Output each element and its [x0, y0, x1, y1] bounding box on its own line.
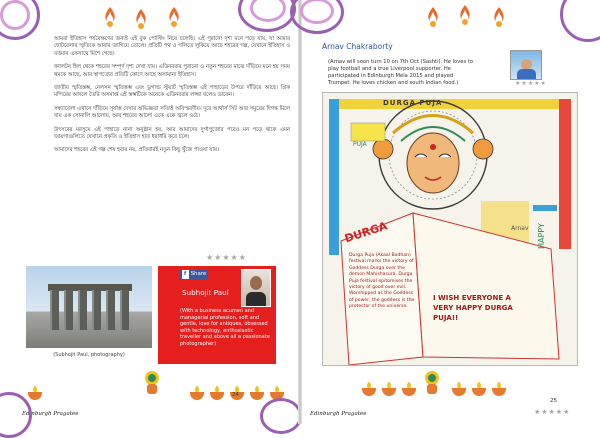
article-paragraph: ক্যালটন হিল থেকে শহরের সম্পূর্ণ দৃশ্য দেখা যায়। এডিনবরার পুরানো ও নতুন শহরের মাঝে দাঁড়িয়ে মনে হয় সময় থমকে আছে, আর স্থাপত্যের প্রতিটি কোণে আছে অসামান্য ইতিহাস।: [54, 64, 290, 78]
monument-column: [106, 290, 115, 330]
brand-footer: Edinburgh Pragatee: [22, 411, 79, 417]
photo-block: [26, 266, 152, 364]
diya-icon: [492, 388, 506, 396]
diya-icon: [250, 392, 264, 400]
corner-ornament: [560, 0, 600, 42]
article-paragraph: আমাদের শহরের এই গল্প শেষ হবার নয়, প্রতিবারই নতুন কিছু খুঁজে পাওয়া যায়।: [54, 147, 219, 154]
flame-ornament-icon: [163, 6, 185, 28]
share-button[interactable]: [180, 270, 208, 279]
article-paragraph: সন্ধ্যাবেলা এখানে দাঁড়িয়ে সূর্যাস্ত দেখার অভিজ্ঞতা সত্যিই অবিস্মরণীয়। দূরে আর্থার্স সিট আর সমুদ্রের দিগন্ত মিলে যায় এক সোনালি আলোয়, আর শহরের আলো একে একে জ্বলে ওঠে।: [54, 105, 290, 120]
rating-stars[interactable]: ★★★★★: [515, 80, 547, 87]
author-bio: (Arnav will soon turn 10 on 7th Oct (Sashti). He loves to play football and a true Liverpool supporter. He participated in Edinburgh Mela 2015 and played Trumpet. He loves chicken and south Indian food.): [328, 59, 474, 86]
monument-column: [64, 290, 73, 330]
drawing-happy: HAPPY: [537, 223, 546, 249]
rating-stars[interactable]: ★★★★★: [206, 253, 247, 262]
diya-icon: [472, 388, 486, 396]
author-name: Arnav Chakraborty: [322, 42, 393, 51]
photo-caption: (Subhojit Paul, photography): [53, 352, 125, 358]
corner-ornament: [0, 0, 30, 30]
brand-footer: Edinburgh Pragatee: [310, 411, 367, 417]
left-page: [0, 0, 298, 424]
page-number: 25: [550, 398, 557, 404]
flame-ornament-icon: [130, 8, 152, 30]
drawing-durga-title: DURGA: [343, 219, 389, 246]
diya-icon: [190, 392, 204, 400]
flame-ornament-icon: [99, 6, 121, 28]
corner-ornament: [0, 392, 32, 438]
flame-ornament-icon: [488, 6, 510, 28]
goddess-ornament-icon: [422, 370, 442, 396]
goddess-ornament-icon: [142, 370, 162, 396]
rating-stars[interactable]: ★★★★★: [534, 408, 571, 416]
monument-column: [78, 290, 87, 330]
drawing-banner: DURGA PUJA: [383, 99, 443, 107]
article-paragraph: আমরা ইতিহাস পর্যবেক্ষণের জন্যই এই বুক পোস্টিং নিয়ে চলেছি। এই পুরানো দৃশ্য মনে পড়ে যায়, যা আমার ছোটবেলার স্মৃতিকে আবার জাগিয়ে তোলে। প্রতিটি পথ ও গলিতে লুকিয়ে আছে শহরের গল্প, যেখানে ইতিহাস ও বর্তমান একসাথে মিশে গেছে।: [54, 36, 290, 57]
article-body: [54, 36, 290, 161]
avatar: [241, 269, 271, 307]
article-paragraph: জাতীয় স্মৃতিস্তম্ভ, নেলসন স্মৃতিস্তম্ভ এবং ডুগাল্ড স্টুয়ার্ট স্মৃতিস্তম্ভ এই পাহাড়ের উপরে দাঁড়িয়ে আছে। গ্রিক মন্দিরের আদলে তৈরি অসমাপ্ত এই স্তম্ভটিকে অনেকে এডিনবরার লজ্জা বলেও ডাকেন।: [54, 85, 290, 99]
right-page: [302, 0, 600, 424]
diya-icon: [210, 392, 224, 400]
diya-icon: [382, 388, 396, 396]
page-number: 24: [232, 392, 239, 398]
child-drawing: [322, 92, 578, 366]
facebook-icon: f: [182, 270, 189, 279]
drawing-puja-word: PUJA: [353, 141, 367, 148]
avatar: [510, 50, 542, 80]
monument-column: [50, 290, 59, 330]
author-name: Subhojit Paul: [182, 288, 229, 297]
diya-icon: [28, 392, 42, 400]
corner-ornament: [260, 398, 302, 434]
author-card: [158, 266, 276, 364]
monument-column: [120, 290, 129, 330]
drawing-wish: I WISH EVERYONE A VERY HAPPY DURGA PUJA!!: [433, 294, 513, 322]
author-bio: (With a business acumen and managerial profession, soft and gentle, love for antiques, obsessed with technology, enthusiastic traveller and above all a passionate photographer): [180, 308, 270, 347]
article-paragraph: উৎসবের মরসুমে এই পাহাড়ে নানা অনুষ্ঠান হয়, আর আমাদের দুর্গাপুজোর পরেও মন পড়ে থাকে এমন জায়গাগুলিতে যেখানে প্রকৃতি ও ইতিহাস হাত ধরাধরি করে চলে।: [54, 126, 290, 141]
monument-photo: [26, 266, 152, 348]
drawing-name-tag: Arnav: [511, 225, 529, 232]
diya-icon: [402, 388, 416, 396]
monument-column: [92, 290, 101, 330]
share-label: Share: [190, 271, 207, 277]
diya-icon: [362, 388, 376, 396]
flame-ornament-icon: [422, 6, 444, 28]
drawing-note: Durga Puja (Akaal Bodhan) festival marks the victory of Goddess Durga over the demon Mahishasura. Durga Puja festival epitomises the victory of good over evil. Worshipped as the Goddess of power, the goddess is the protector of the universe.: [349, 253, 415, 310]
flame-ornament-icon: [454, 4, 476, 26]
diya-icon: [452, 388, 466, 396]
